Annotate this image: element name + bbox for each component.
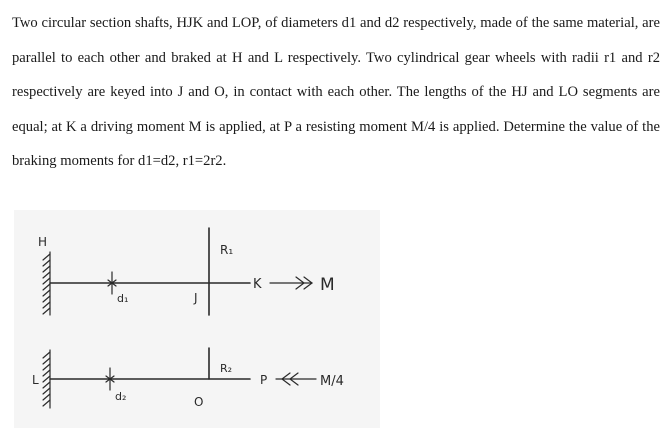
label-o: O [194, 395, 204, 409]
label-h: H [38, 235, 48, 249]
label-j: J [194, 291, 198, 305]
wall-h-hatch [43, 254, 50, 314]
label-p: P [260, 373, 268, 387]
label-d1: d₁ [117, 292, 129, 305]
label-m4: M/4 [320, 374, 344, 389]
wall-l-hatch [43, 352, 50, 406]
shaft-diagram [14, 210, 380, 428]
shaft-diagram-svg [14, 210, 380, 428]
problem-statement: Two circular section shafts, HJK and LOP, of diameters d1 and d2 respectively, made of the same material, are parallel to each other and braked at H and L respectively. Two cylindrical gear wheels with radii r1 and r2 respectively are keyed into J and O, in contact with each other. The lengths of the HJ and LO segments are equal; at K a driving moment M is applied, at P a resisting moment M/4 is applied. Determine the value of the braking moments for d1=d2, r1=2r2. [12, 15, 660, 169]
label-r2: R₂ [220, 362, 233, 375]
label-d2: d₂ [115, 390, 127, 403]
label-m: M [320, 275, 335, 295]
label-r1: R₁ [220, 243, 234, 257]
label-l: L [32, 373, 39, 387]
label-k: K [253, 277, 262, 292]
